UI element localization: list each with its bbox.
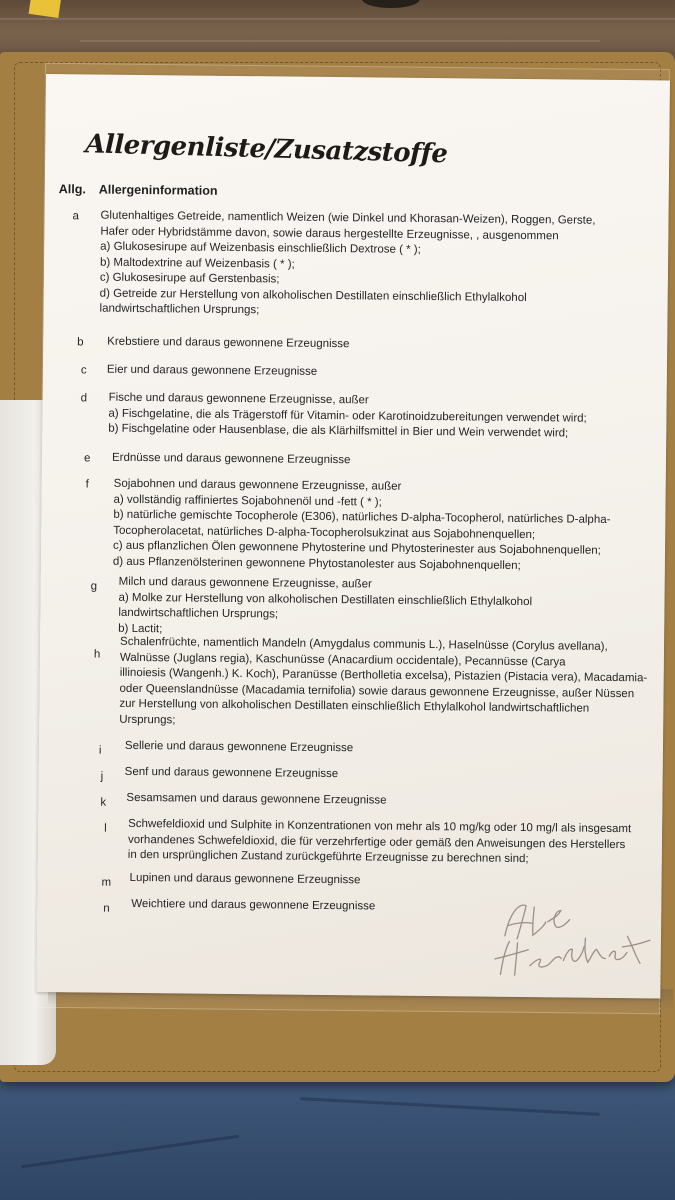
entry-letter: f: [85, 478, 89, 491]
entry-text: Glutenhaltiges Getreide, namentlich Weizen (wie Dinkel und Khorasan-Weizen), Roggen, Gerste, Hafer oder Hybridstämme davon, sowie daraus hergestellte Erzeugnisse, , ausgenommen a) Glukosesirupe auf Weizenbasis einschließlich Dextrose ( * ); b) Maltodextrine auf Weizenbasis ( * ); c) Glukosesirupe auf Gerstenbasis; d) Getreide zur Herstellung von alkoholischen Destillaten einschließlich Ethylalkohol landwirtschaftlichen Ursprungs;: [99, 209, 596, 317]
jeans-fold: [21, 1135, 239, 1169]
restaurant-signature-logo: [483, 882, 661, 988]
column-header-code: Allg.: [58, 182, 86, 197]
entry-letter: b: [77, 336, 84, 349]
entry-text: Sellerie und daraus gewonnene Erzeugnisse: [124, 739, 354, 755]
entry-text: Sojabohnen und daraus gewonnene Erzeugnisse, außer a) vollständig raffiniertes Sojabohnenöl und -fett ( * ); b) natürliche gemischte Tocopherole (E306), natürliches D-alpha-Tocopherol, natürliches D-alpha- Tocopherolacetat, natürliches D-alpha-Tocopherolsukzinat aus Sojabohnenquellen; c) aus pflanzlichen Ölen gewonnene Phytosterine und Phytosterinester aus Sojabohnenquellen; d) aus Pflanzenölsterinen gewonnene Phytostanolester aus Sojabohnenquellen;: [112, 477, 611, 572]
entry-text: Erdnüsse und daraus gewonnene Erzeugnisse: [111, 451, 351, 467]
entry-text: Lupinen und daraus gewonnene Erzeugnisse: [129, 871, 361, 887]
entry-text: Krebstiere und daraus gewonnene Erzeugnisse: [107, 335, 350, 351]
entry-letter: j: [100, 770, 104, 783]
entry-letter: e: [83, 452, 91, 465]
entry-text: Schalenfrüchte, namentlich Mandeln (Amygdalus communis L.), Haselnüsse (Corylus avellana), Walnüsse (Juglans regia), Kaschunüsse (Anacardium occidentale), Pecannüsse (Carya illinoiesis (Wangenh.) K. Koch), Paranüsse (Bertholletia excelsa), Pistazien (Pistacia vera), Macadamia- oder Queenslandnüsse (Macadamia ternifolia) sowie daraus gewonnene Erzeugnisse, außer Nüssen zur Herstellung von alkoholischen Destillaten einschließlich Ethylalkohol landwirtschaftlichen Ursprungs;: [119, 635, 648, 726]
entry-letter: n: [103, 902, 110, 915]
entry-letter: k: [100, 796, 107, 809]
entry-letter: i: [98, 744, 102, 757]
entry-text: Eier und daraus gewonnene Erzeugnisse: [106, 363, 318, 378]
entry-text: Milch und daraus gewonnene Erzeugnisse, außer a) Molke zur Herstellung von alkoholischen Destillaten einschließlich Ethylalkohol landwirtschaftlichen Ursprungs; b) Lactit;: [118, 575, 533, 635]
allergen-list-paper: [36, 74, 670, 998]
entry-letter: m: [101, 876, 112, 889]
dark-object-on-table: [362, 0, 420, 8]
entry-text: Sesamsamen und daraus gewonnene Erzeugnisse: [126, 791, 387, 807]
wood-grain: [0, 18, 675, 20]
document-title: Allergenliste/Zusatzstoffe: [84, 129, 448, 170]
wood-grain: [80, 40, 600, 42]
entry-letter: h: [93, 648, 101, 661]
entry-text: Senf und daraus gewonnene Erzeugnisse: [124, 765, 339, 781]
entry-letter: g: [90, 580, 98, 593]
entry-text: Fische und daraus gewonnene Erzeugnisse, außer a) Fischgelatine, die als Trägerstoff für Vitamin- oder Karotinoidzubereitungen verwendet wird; b) Fischgelatine oder Hausenblase, die als Klärhilfsmittel in Bier und Wein verwendet wird;: [108, 391, 587, 440]
entry-letter: c: [80, 364, 87, 377]
entry-text: Weichtiere und daraus gewonnene Erzeugnisse: [131, 897, 376, 913]
entry-letter: d: [80, 392, 88, 405]
column-header-info: Allergeninformation: [98, 182, 218, 198]
entry-letter: a: [72, 210, 79, 223]
yellow-sticky-note: [29, 0, 62, 18]
entry-letter: l: [104, 822, 107, 835]
jeans-fold: [300, 1097, 600, 1116]
entry-text: Schwefeldioxid und Sulphite in Konzentrationen von mehr als 10 mg/kg oder 10 mg/l als insgesamt vorhandenes Schwefeldioxid, die für verzehrfertige oder gemäß den Anweisungen des Herstellers in den ursprünglichen Zustand zurückgeführte Erzeugnisse zu berechnen sind;: [127, 817, 632, 866]
